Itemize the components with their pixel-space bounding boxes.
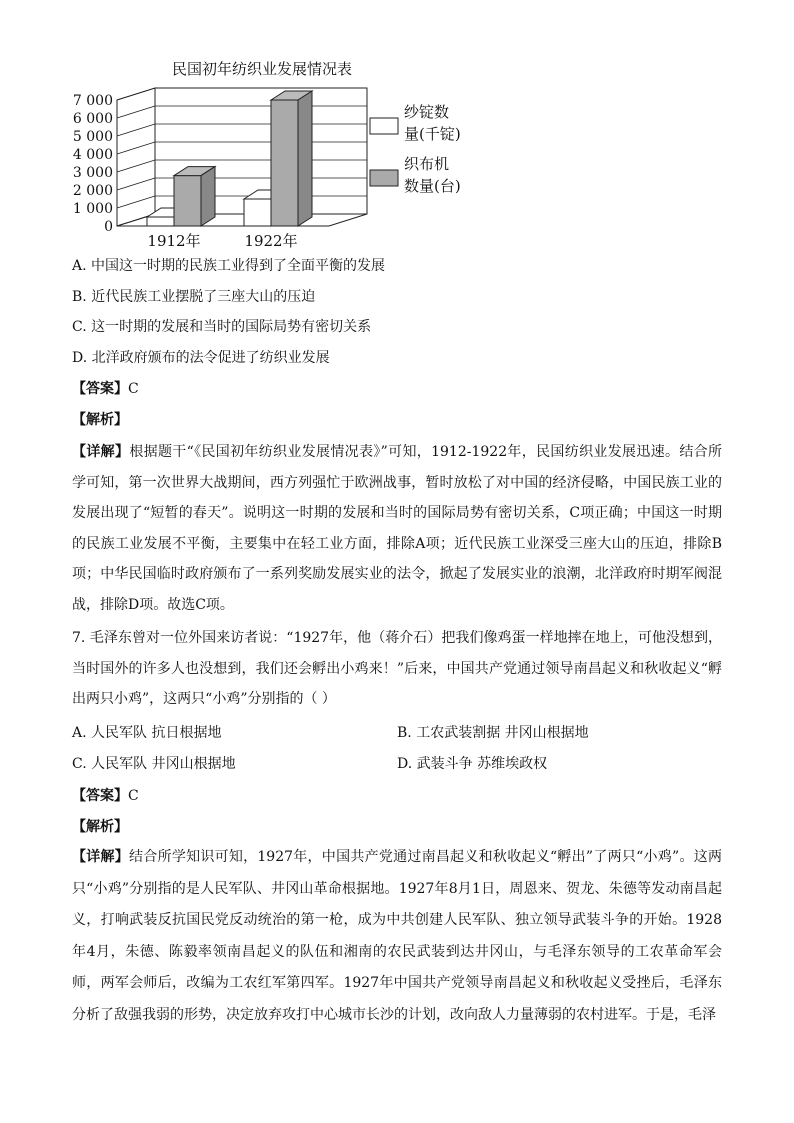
legend-label-line2: 数量(台) (404, 177, 461, 195)
bar-side (298, 91, 312, 226)
y-tick-label: 1 000 (72, 201, 113, 217)
q7-option-c: C. 人民军队 井冈山根据地 (72, 756, 236, 772)
gridline-side (117, 142, 155, 154)
q7-stem: 7. 毛泽东曾对一位外国来访者说：“1927年，他（蒋介石）把我们像鸡蛋一样地摔在地上，可他没想到，当时国外的许多人也没想到，我们还会孵出小鸡来！”后来，中国共产党通过领导南昌起义和秋收起义“孵出两只小鸡”，这两只“小鸡”分别指的（ ） (72, 630, 722, 707)
q7-option-d: D. 武装斗争 苏维埃政权 (397, 756, 548, 772)
analysis-tag: 【解析】 (72, 819, 128, 835)
bar-front (147, 217, 174, 226)
q7-option-b: B. 工农武装割据 井冈山根据地 (397, 725, 589, 741)
bar-front (244, 199, 271, 226)
detail-text: 根据题干“《民国初年纺织业发展情况表》”可知，1912-1922年，民国纺织业发展迅速。结合所学可知，第一次世界大战期间，西方列强忙于欧洲战事，暂时放松了对中国的经济侵略，中国民族工业的发展出现了“短暂的春天”。说明这一时期的发展和当时的国际局势有密切关系，C项正确；中国这一时期的民族工业发展不平衡，主要集中在轻工业方面，排除A项；近代民族工业深受三座大山的压迫，排除B项；中华民国临时政府颁布了一系列奖励发展实业的法令，掀起了发展实业的浪潮，北洋政府时期军阀混战，排除D项。故选C项。 (72, 444, 722, 613)
detail-tag: 【详解】 (72, 444, 130, 460)
x-category-label: 1912年 (147, 232, 201, 250)
bar-side (201, 167, 215, 226)
legend-swatch (370, 170, 398, 186)
detail-tag: 【详解】 (72, 849, 130, 865)
legend-label-line1: 纱锭数 (404, 103, 450, 121)
legend-label-line1: 织布机 (404, 155, 450, 173)
q7-analysis-heading (72, 817, 128, 837)
q7-detail-paragraph (72, 842, 722, 1031)
q6-option-d: D. 北洋政府颁布的法令促进了纺织业发展 (72, 350, 330, 366)
q6-option-c: C. 这一时期的发展和当时的国际局势有密切关系 (72, 319, 372, 335)
y-tick-label: 6 000 (72, 111, 113, 127)
textile-bar-chart (62, 52, 482, 252)
bar-front (271, 100, 298, 226)
answer-value: C (128, 788, 139, 804)
q7-answer-line (72, 786, 139, 806)
answer-tag: 【答案】 (72, 788, 128, 804)
q7-option-a: A. 人民军队 抗日根据地 (72, 725, 222, 741)
q6-option-b: B. 近代民族工业摆脱了三座大山的压迫 (72, 289, 316, 305)
q6-answer-line (72, 379, 139, 399)
answer-tag: 【答案】 (72, 381, 128, 397)
gridline-side (117, 178, 155, 190)
chart-left-wall (117, 88, 155, 226)
y-tick-label: 0 (104, 219, 113, 235)
gridline-side (117, 88, 155, 100)
y-tick-label: 5 000 (72, 129, 113, 145)
answer-value: C (128, 381, 139, 397)
bar-front (174, 176, 201, 226)
q6-analysis-heading (72, 410, 128, 430)
analysis-tag: 【解析】 (72, 412, 128, 428)
y-tick-label: 4 000 (72, 147, 113, 163)
x-category-label: 1922年 (244, 232, 298, 250)
gridline-side (117, 124, 155, 136)
y-tick-label: 3 000 (72, 165, 113, 181)
gridline-side (117, 160, 155, 172)
legend-swatch (370, 118, 398, 134)
q6-detail-paragraph (72, 437, 722, 620)
legend-label-line2: 量(千锭) (404, 125, 461, 143)
y-tick-label: 7 000 (72, 93, 113, 109)
y-tick-label: 2 000 (72, 183, 113, 199)
chart-title: 民国初年纺织业发展情况表 (171, 60, 353, 78)
gridline-side (117, 106, 155, 118)
detail-text: 结合所学知识可知，1927年，中国共产党通过南昌起义和秋收起义“孵出”了两只“小鸡”。这两只“小鸡”分别指的是人民军队、井冈山革命根据地。1927年8月1日，周恩来、贺龙、朱德等发动南昌起义，打响武装反抗国民党反动统治的第一枪，成为中共创建人民军队、独立领导武装斗争的开始。1928年4月，朱德、陈毅率领南昌起义的队伍和湘南的农民武装到达井冈山，与毛泽东领导的工农革命军会师，两军会师后，改编为工农红军第四军。1927年中国共产党领导南昌起义和秋收起义受挫后，毛泽东分析了敌强我弱的形势，决定放弃攻打中心城市长沙的计划，改向敌人力量薄弱的农村进军。于是，毛泽 (72, 849, 722, 1023)
gridline-side (117, 196, 155, 208)
chart-svg (62, 52, 482, 252)
q6-option-a: A. 中国这一时期的民族工业得到了全面平衡的发展 (72, 258, 386, 274)
